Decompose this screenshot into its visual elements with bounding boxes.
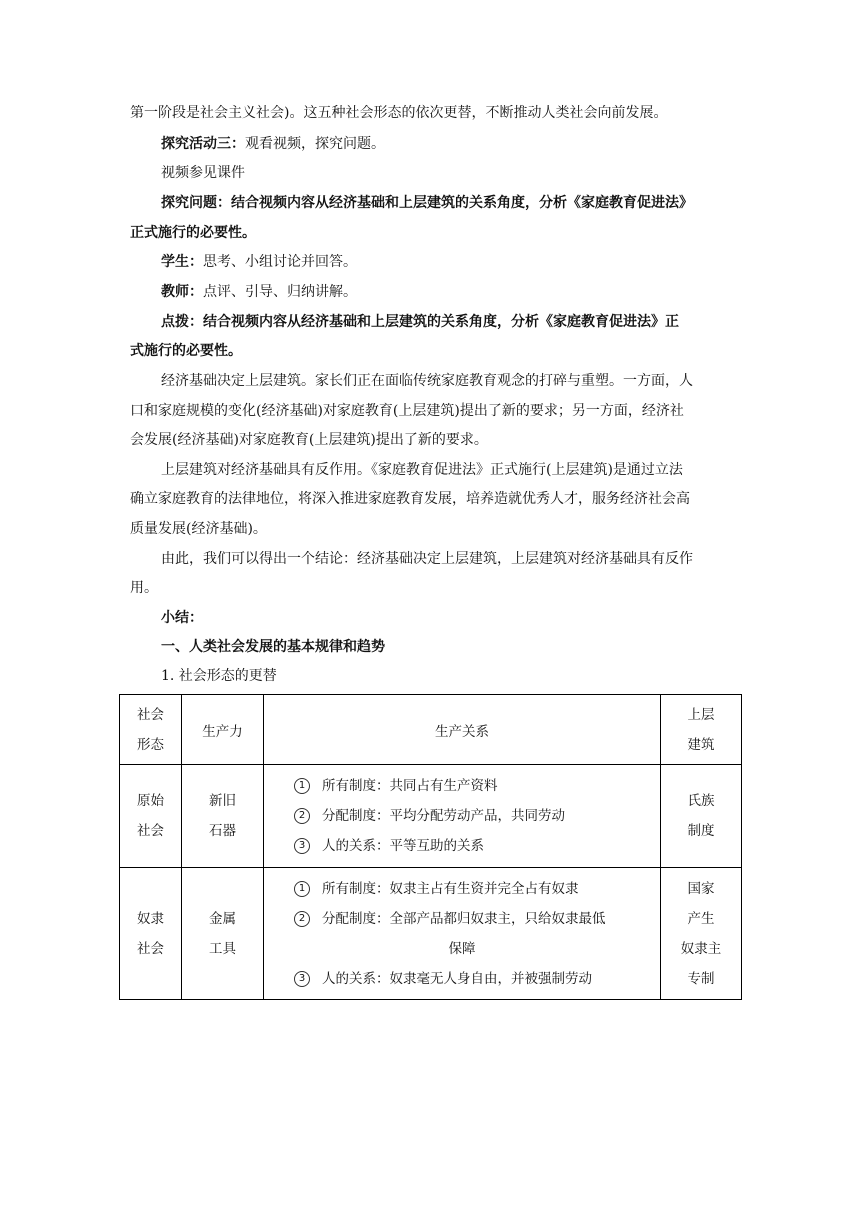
cell-text: 奴隶主	[680, 940, 722, 957]
student-line	[161, 252, 740, 272]
table-row	[120, 765, 742, 868]
activity-text: 观看视频，探究问题。	[245, 136, 385, 152]
paragraph-text: 确立家庭教育的法律地位，将深入推进家庭教育发展，培养造就优秀人才，服务经济社会高	[130, 491, 690, 507]
relation-text: 人的关系：奴隶毫无人身自由，并被强制劳动	[322, 970, 592, 987]
paragraph-text: 质量发展(经济基础)。	[130, 521, 267, 537]
social-forms-table	[119, 694, 742, 1000]
header-text: 形态	[137, 736, 164, 753]
paragraph-text: 上层建筑对经济基础具有反作用。《家庭教育促进法》正式施行(上层建筑)是通过立法	[161, 462, 683, 478]
cell-text: 石器	[209, 823, 236, 839]
cell-text: 专制	[687, 970, 715, 987]
hint-line-1: 点拨：结合视频内容从经济基础和上层建筑的关系角度，分析《家庭教育促进法》正	[161, 314, 679, 330]
relation-text: 所有制度：奴隶主占有生资并完全占有奴隶	[322, 880, 579, 897]
cell-superstructure	[661, 765, 742, 868]
teacher-text: 点评、引导、归纳讲解。	[203, 284, 357, 300]
table-header-row	[120, 695, 742, 765]
relation-text: 保障	[448, 940, 476, 957]
header-social-form	[120, 695, 182, 765]
circled-number-icon: 1	[294, 778, 310, 794]
cell-productivity	[182, 765, 264, 868]
relation-item	[294, 801, 660, 831]
paragraph-text: 由此，我们可以得出一个结论：经济基础决定上层建筑，上层建筑对经济基础具有反作	[161, 551, 693, 567]
student-label: 学生：	[161, 254, 203, 270]
relation-item	[294, 874, 660, 904]
relation-text: 分配制度：全部产品都归奴隶主，只给奴隶最低	[322, 910, 606, 927]
paragraph-text: 经济基础决定上层建筑。家长们正在面临传统家庭教育观念的打碎与重塑。一方面，人	[161, 373, 693, 389]
table-row	[120, 868, 742, 1000]
summary-label: 小结：	[161, 610, 203, 626]
student-text: 思考、小组讨论并回答。	[203, 254, 357, 270]
paragraph-text: 口和家庭规模的变化(经济基础)对家庭教育(上层建筑)提出了新的要求；另一方面，经济社	[130, 403, 684, 419]
cell-text: 社会	[137, 940, 164, 957]
header-text: 上层	[687, 706, 715, 723]
cell-relations	[264, 765, 661, 868]
header-relations: 生产关系	[264, 695, 661, 765]
header-text: 社会	[137, 706, 164, 723]
circled-number-icon: 2	[294, 808, 310, 824]
relation-text: 所有制度：共同占有生产资料	[322, 778, 498, 794]
section-heading: 一、人类社会发展的基本规律和趋势	[161, 639, 385, 655]
teacher-line	[161, 282, 740, 302]
subsection-heading: 1. 社会形态的更替	[161, 668, 277, 684]
hint-line-2: 式施行的必要性。	[130, 343, 242, 359]
cell-text: 新旧	[209, 793, 236, 809]
cell-text: 氏族	[687, 793, 715, 809]
circled-number-icon: 3	[294, 838, 310, 854]
circled-number-icon: 1	[294, 881, 310, 897]
relation-item-continued	[294, 934, 660, 964]
teacher-label: 教师：	[161, 284, 203, 300]
paragraph-text: 会发展(经济基础)对家庭教育(上层建筑)提出了新的要求。	[130, 432, 488, 448]
cell-social-form	[120, 765, 182, 868]
paragraph-text: 第一阶段是社会主义社会)。这五种社会形态的依次更替，不断推动人类社会向前发展。	[130, 105, 668, 121]
header-text: 建筑	[687, 736, 715, 753]
cell-text: 社会	[137, 823, 164, 839]
cell-superstructure	[661, 868, 742, 1000]
paragraph-text: 用。	[130, 580, 158, 596]
relation-text: 人的关系：平等互助的关系	[322, 838, 484, 854]
relation-item	[294, 904, 660, 934]
cell-text: 产生	[687, 910, 715, 927]
cell-text: 金属	[209, 910, 236, 927]
video-note: 视频参见课件	[161, 165, 245, 181]
relation-item	[294, 831, 660, 861]
relation-item	[294, 771, 660, 801]
question-line-2: 正式施行的必要性。	[130, 225, 256, 241]
cell-productivity	[182, 868, 264, 1000]
cell-social-form	[120, 868, 182, 1000]
cell-text: 制度	[687, 823, 715, 839]
cell-text: 工具	[209, 940, 236, 957]
cell-relations	[264, 868, 661, 1000]
activity-heading	[161, 134, 740, 154]
relation-item	[294, 964, 660, 994]
activity-label: 探究活动三：	[161, 136, 245, 152]
relation-text: 分配制度：平均分配劳动产品，共同劳动	[322, 808, 565, 824]
question-line-1: 探究问题：结合视频内容从经济基础和上层建筑的关系角度，分析《家庭教育促进法》	[161, 195, 693, 211]
header-productivity: 生产力	[182, 695, 264, 765]
circled-number-icon: 2	[294, 911, 310, 927]
cell-text: 原始	[137, 793, 164, 809]
header-superstructure	[661, 695, 742, 765]
cell-text: 国家	[687, 880, 715, 897]
cell-text: 奴隶	[137, 910, 164, 927]
circled-number-icon: 3	[294, 971, 310, 987]
